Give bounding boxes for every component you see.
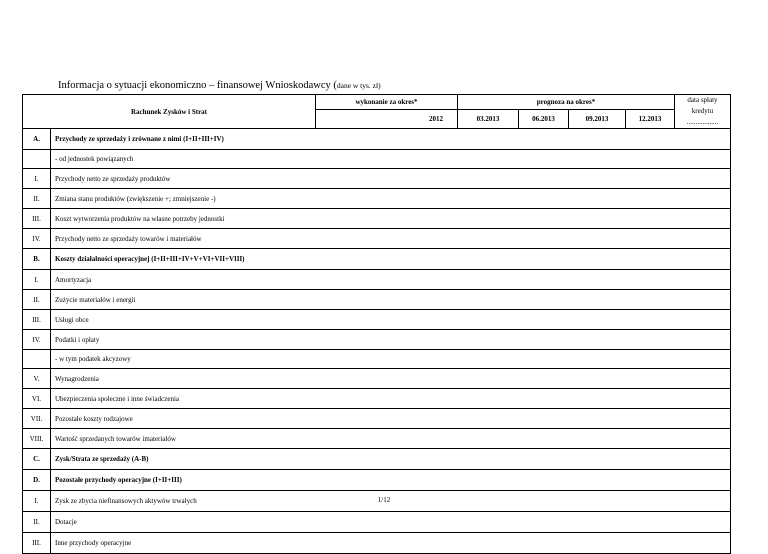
row-number: I. xyxy=(23,169,51,189)
row-number xyxy=(23,150,51,169)
row-number: I. xyxy=(23,270,51,290)
table-row xyxy=(23,409,731,429)
row-number: VII. xyxy=(23,409,51,429)
table-row xyxy=(23,169,731,189)
table-row-d xyxy=(23,470,731,491)
row-label: Koszty działalności operacyjnej (I+II+III+IV+V+VI+VII+VIII) xyxy=(51,249,731,270)
repayment-date-header xyxy=(675,95,731,129)
page-title xyxy=(58,80,381,91)
row-number: III. xyxy=(23,310,51,330)
row-number: II. xyxy=(23,290,51,310)
table-row xyxy=(23,350,731,369)
table-row xyxy=(23,310,731,330)
row-label: Zużycie materiałów i energii xyxy=(51,290,731,310)
row-number: VIII. xyxy=(23,429,51,449)
column-header-2012: 2012 xyxy=(316,110,458,129)
row-number: A. xyxy=(23,129,51,150)
row-number: B. xyxy=(23,249,51,270)
table-row xyxy=(23,533,731,554)
row-label: Ubezpieczenia społeczne i inne świadczenia xyxy=(51,389,731,409)
column-header-12-2013: 12.2013 xyxy=(626,110,675,129)
repayment-line-1: data spłaty xyxy=(687,96,718,104)
row-label: Amortyzacja xyxy=(51,270,731,290)
income-statement-table xyxy=(22,94,731,554)
column-header-06-2013: 06.2013 xyxy=(519,110,569,129)
table-row-a xyxy=(23,129,731,150)
row-label: Przychody netto ze sprzedaży produktów xyxy=(51,169,731,189)
repayment-line-2: kredytu xyxy=(691,107,714,115)
row-number: II. xyxy=(23,189,51,209)
table-row xyxy=(23,229,731,249)
row-label: Wynagrodzenia xyxy=(51,369,731,389)
table-row xyxy=(23,389,731,409)
row-number: II. xyxy=(23,512,51,533)
row-label: Dotacje xyxy=(51,512,731,533)
table-row xyxy=(23,330,731,350)
row-number: V. xyxy=(23,369,51,389)
row-number: IV. xyxy=(23,229,51,249)
row-number: III. xyxy=(23,533,51,554)
row-number: I. xyxy=(23,491,51,512)
row-number: IV. xyxy=(23,330,51,350)
row-label: Zysk/Strata ze sprzedaży (A-B) xyxy=(51,449,731,470)
row-label: Przychody ze sprzedaży i zrównane z nimi (I+II+III+IV) xyxy=(51,129,731,150)
column-header-09-2013: 09.2013 xyxy=(569,110,626,129)
table-row xyxy=(23,290,731,310)
table-row xyxy=(23,512,731,533)
row-label: Usługi obce xyxy=(51,310,731,330)
row-label: Wartość sprzedanych towarów imateriałów xyxy=(51,429,731,449)
row-label: Inne przychody operacyjne xyxy=(51,533,731,554)
row-label: - od jednostek powiązanych xyxy=(51,150,731,169)
title-units: dane w tys. zł) xyxy=(336,81,381,90)
row-number: III. xyxy=(23,209,51,229)
row-number: C. xyxy=(23,449,51,470)
row-label: Pozostałe koszty rodzajowe xyxy=(51,409,731,429)
table-row xyxy=(23,429,731,449)
row-number: VI. xyxy=(23,389,51,409)
row-label: Zysk ze zbycia niefinansowych aktywów trwałych xyxy=(51,491,731,512)
row-label: - w tym podatek akcyzowy xyxy=(51,350,731,369)
table-row-c xyxy=(23,449,731,470)
row-number xyxy=(23,350,51,369)
row-label: Pozostałe przychody operacyjne (I+II+III) xyxy=(51,470,731,491)
table-row xyxy=(23,270,731,290)
table-row xyxy=(23,189,731,209)
row-number: D. xyxy=(23,470,51,491)
table-row xyxy=(23,369,731,389)
forecast-period-header: prognoza na okres* xyxy=(458,95,675,110)
execution-period-header: wykonanie za okres* xyxy=(316,95,458,110)
row-label: Przychody netto ze sprzedaży towarów i materiałów xyxy=(51,229,731,249)
row-label: Zmiana stanu produktów (zwiększenie +; zmniejszenie -) xyxy=(51,189,731,209)
row-label: Koszt wytworzenia produktów na własne potrzeby jednostki xyxy=(51,209,731,229)
page-number: 1/12 xyxy=(377,496,391,504)
section-title: Rachunek Zysków i Strat xyxy=(23,95,316,129)
table-row xyxy=(23,209,731,229)
title-main: Informacja o sytuacji ekonomiczno – finansowej Wnioskodawcy ( xyxy=(58,80,337,91)
repayment-line-3: .................. xyxy=(686,118,719,126)
row-label: Podatki i opłaty xyxy=(51,330,731,350)
column-header-03-2013: 03.2013 xyxy=(458,110,519,129)
table-row-b xyxy=(23,249,731,270)
table-row xyxy=(23,150,731,169)
